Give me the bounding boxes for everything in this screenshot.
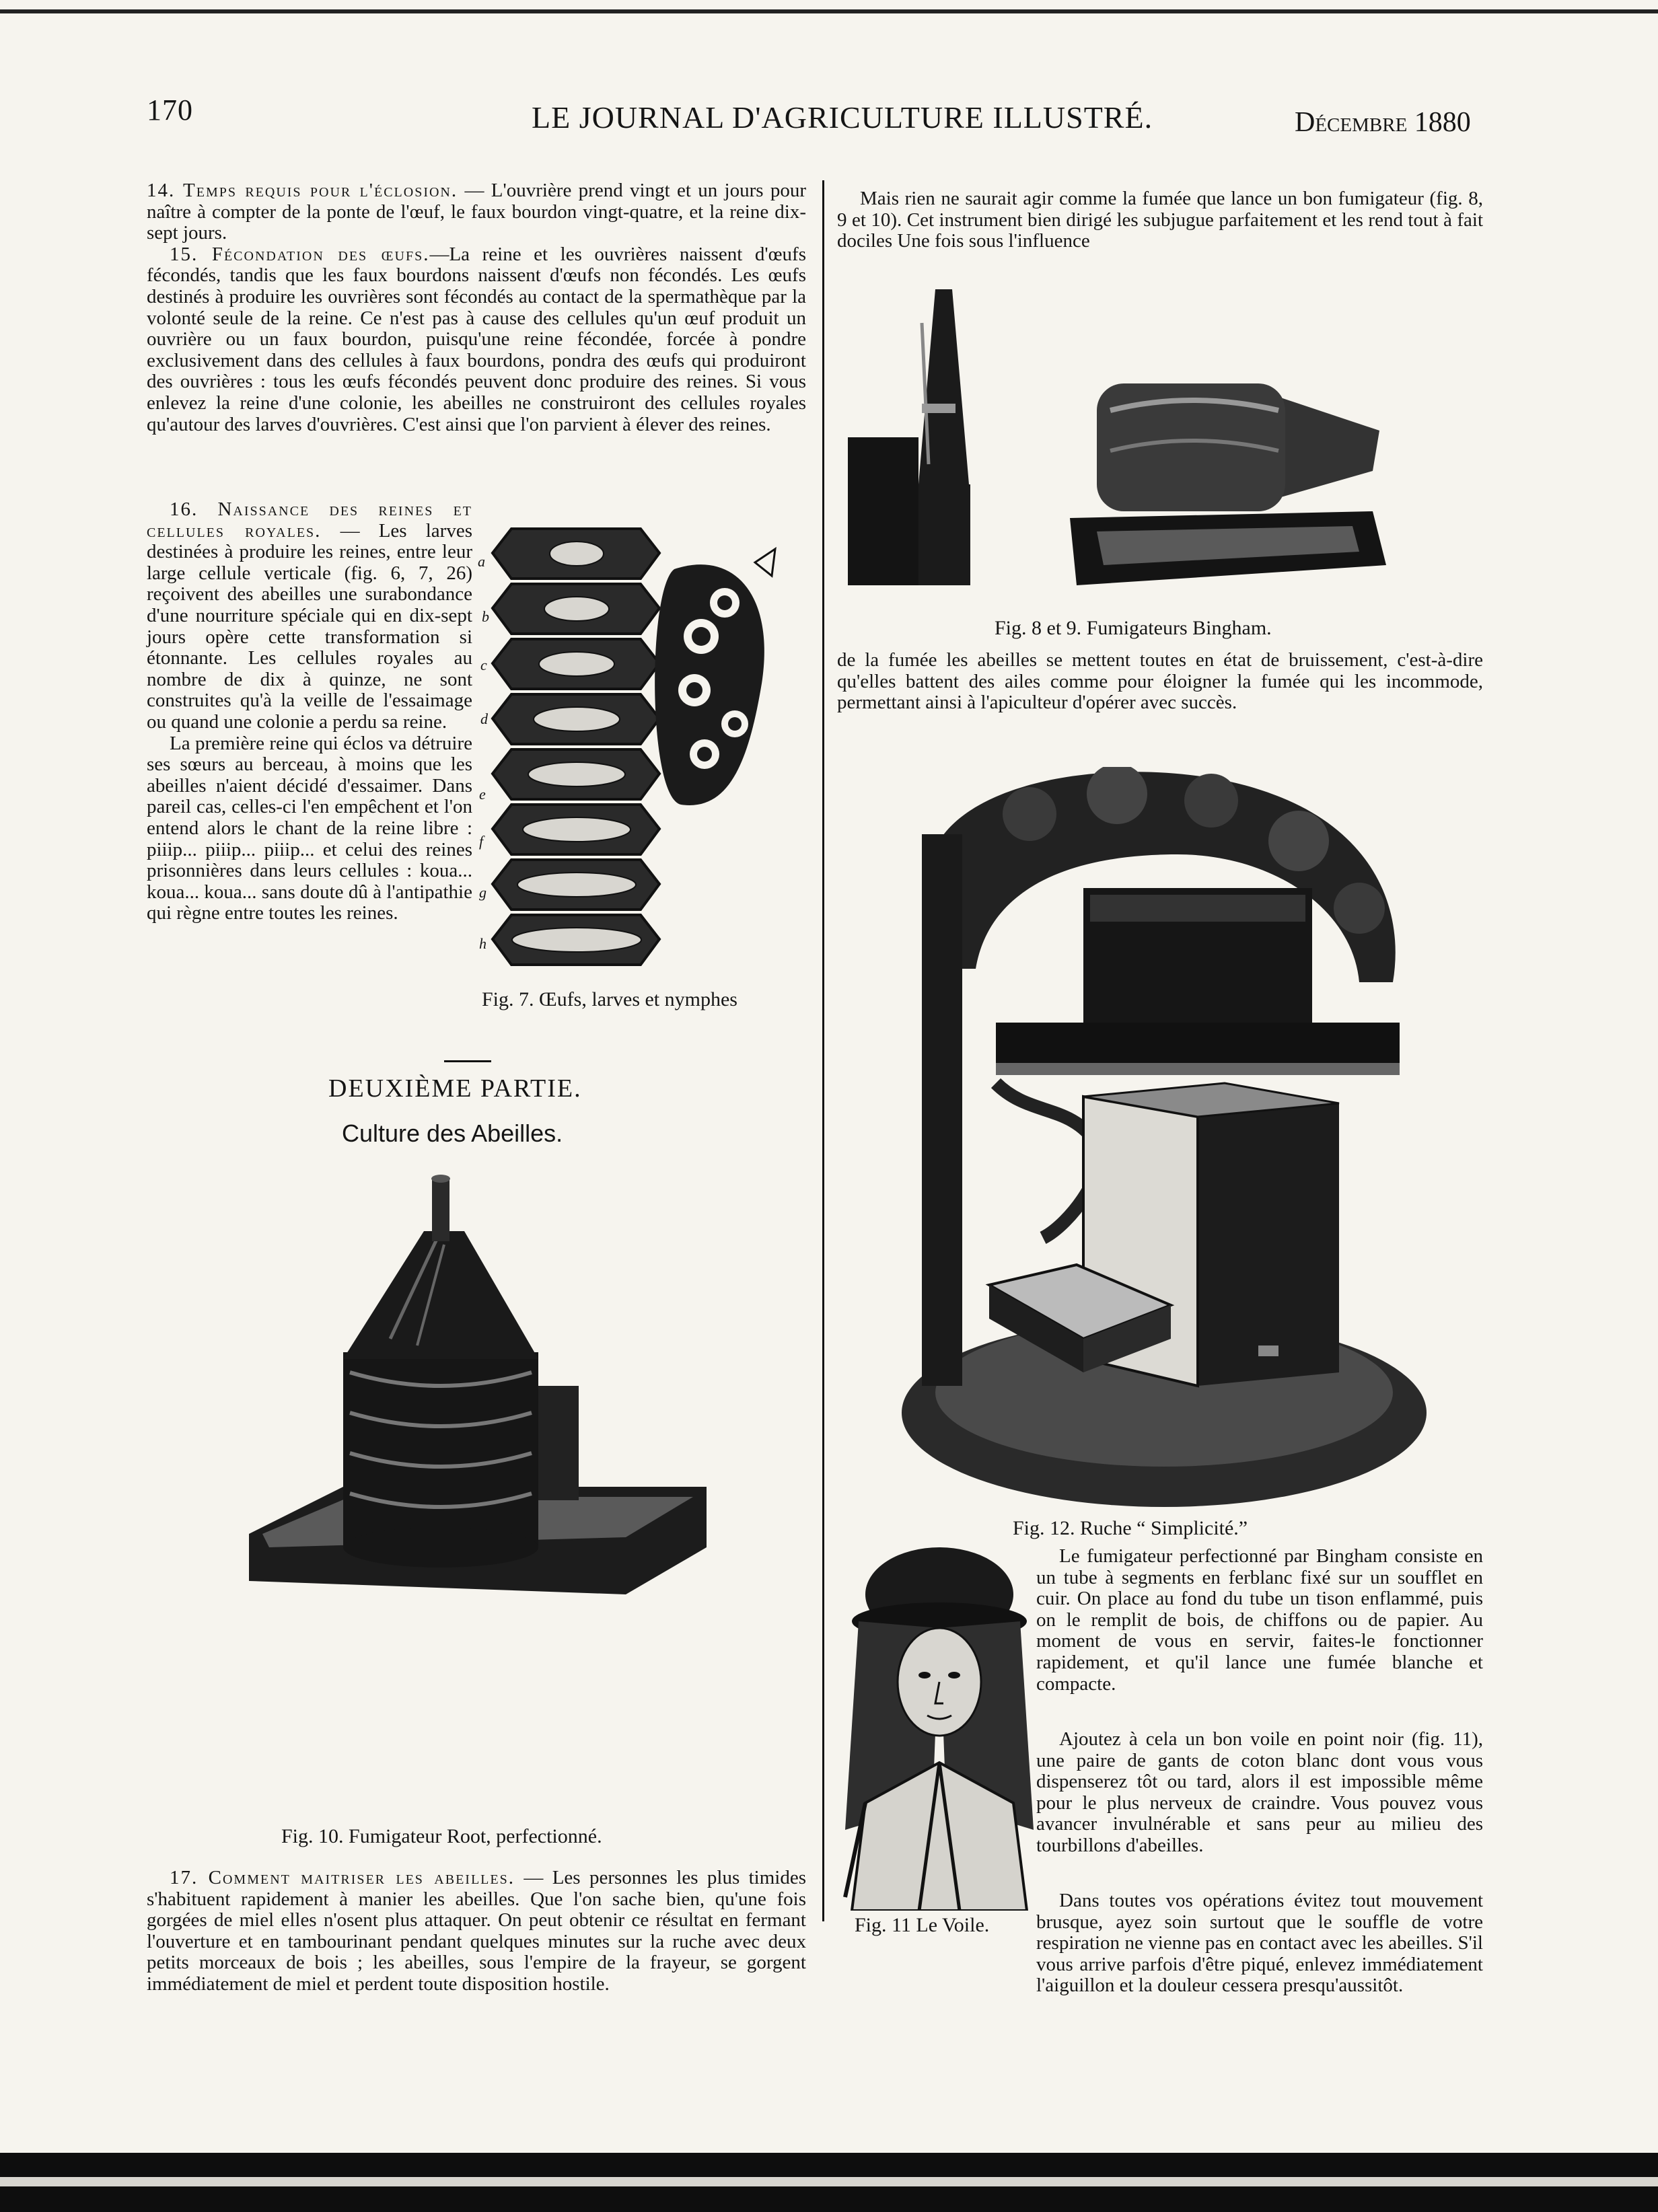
- fig8-9-caption: Fig. 8 et 9. Fumigateurs Bingham.: [995, 617, 1272, 639]
- bottom-band-light-strip: [0, 2177, 1658, 2186]
- bingham-paragraph: Le fumigateur perfectionné par Bingham consiste en un tube à segments en ferblanc fixé sur un soufflet en cuir. On place au fond du tube un tison enflammé, puis on le remplit de bois, de chiffons ou de papier. Au moment de vous en servir, faites-le fonctionner rapidement, et qu'il lance une fumée blanche et compacte.: [1036, 1545, 1483, 1695]
- fig7-letter-c: c: [480, 657, 487, 673]
- fig7-larva: [512, 928, 641, 952]
- paragraph-14-15: [147, 180, 806, 435]
- part-title: DEUXIÈME PARTIE.: [328, 1074, 582, 1103]
- section-17-heading: 17. Comment maitriser les abeilles.: [170, 1867, 515, 1888]
- fig7-letter-h: h: [479, 935, 486, 952]
- fig11-caption: Fig. 11 Le Voile.: [855, 1914, 990, 1936]
- fig10-caption: Fig. 10. Fumigateur Root, perfectionné.: [281, 1825, 602, 1847]
- section-15-text: —La reine et les ouvrières naissent d'œufs fécondés, tandis que les faux bourdons naissent d'œufs non fécondés. Les œufs destinés à produire les ouvrières sont fécondés au contact de la spermathèque par la volonté seule de la reine. Ce n'est pas à cause des cellules qu'un œuf produit un ouvrière ou un faux bourdon, puisqu'une reine fécondée, forcée à pondre exclusivement dans des cellules à faux bourdons, pondra des œufs qui produiront des ouvrières : tous les œufs fécondés peuvent donc produire des reines. Si vous enlevez la reine d'une colonie, les abeilles ne construiront des cellules royales qu'autour des larves d'ouvrières. C'est ainsi que l'on parvient à élever des reines.: [147, 243, 806, 435]
- fig12-caption: Fig. 12. Ruche “ Simplicité.”: [1013, 1517, 1248, 1539]
- fig8-bingham-smoker-illustration: [834, 283, 1009, 599]
- page-number: 170: [147, 94, 193, 126]
- paragraph-17: [147, 1868, 806, 1995]
- fig7-queen-cells-illustration: [479, 522, 802, 986]
- fig7-larva: [550, 542, 604, 566]
- section-15-heading: 15. Fécondation des œufs.: [170, 243, 430, 265]
- fig7-caption: Fig. 7. Œufs, larves et nymphes: [482, 988, 737, 1010]
- column-divider: [822, 180, 824, 1921]
- fig7-letter-f: f: [479, 833, 484, 850]
- fig7-letter-b: b: [482, 608, 489, 625]
- fig11-veil-illustration: [838, 1547, 1040, 1911]
- section-14-heading: 14. Temps requis pour l'éclosion.: [147, 180, 458, 201]
- fig7-letter-a: a: [478, 553, 485, 570]
- section-16-heading: 16. Naissance des reines et cellules royales.: [147, 499, 472, 542]
- fig7-larva: [534, 707, 620, 731]
- fig7-letter-e: e: [479, 786, 486, 803]
- right-intro-paragraph: Mais rien ne saurait agir comme la fumée que lance un bon fumigateur (fig. 8, 9 et 10). Cet instrument bien dirigé les subjugue parfaitement et les rend tout à fait dociles Une fois sous l'influence: [837, 188, 1483, 252]
- section-17-text: — Les personnes les plus timides s'habituent rapidement à manier les abeilles. Que l'on sache bien, qu'une fois gorgées de miel elles n'osent plus attaquer. On peut obtenir ce résultat en fermant l'ouverture et en tambourinant pendant quelques minutes sur la ruche avec deux petits morceaux de bois ; les abeilles, sous l'empire de la frayeur, se gorgent immédiatement de miel et perdent toute disposition hostile.: [147, 1867, 806, 1995]
- part-rule: [444, 1060, 491, 1062]
- fig7-larva: [517, 873, 636, 897]
- issue-date: Décembre 1880: [1295, 107, 1471, 138]
- paragraph-16: [147, 499, 472, 924]
- part-subtitle: Culture des Abeilles.: [342, 1119, 563, 1147]
- fig7-letter-g: g: [479, 884, 486, 901]
- fig7-larva: [523, 817, 630, 842]
- fig9-bingham-smoker-illustration: [1056, 350, 1393, 585]
- section-14-text: — L'ouvrière prend vingt et un jours pour naître à compter de la ponte de l'œuf, le faux bourdon vingt-quatre, et la reine dix-sept jours.: [147, 180, 806, 244]
- fig7-larva: [528, 762, 625, 786]
- veil-paragraph: Ajoutez à cela un bon voile en point noir (fig. 11), une paire de gants de coton blanc dont vous vous dispenserez tôt ou tard, alors il est impossible même pour le plus nerveux de craindre. Vous pouvez vous avancer invulnérable et sans peur au milieu des tourbillons d'abeilles.: [1036, 1728, 1483, 1856]
- movement-paragraph: Dans toutes vos opérations évitez tout mouvement brusque, ayez soin surtout que le souffle de votre respiration ne vienne pas en contact avec les abeilles. S'il vous arrive parfois d'être piqué, enlevez immédiatement l'aiguillon et la douleur cessera presqu'aussitôt.: [1036, 1890, 1483, 1997]
- fig10-root-smoker-illustration: [222, 1171, 727, 1601]
- fig12-simplicity-hive-illustration: [895, 767, 1427, 1514]
- journal-title: LE JOURNAL D'AGRICULTURE ILLUSTRÉ.: [532, 100, 1153, 135]
- smoke-effect-paragraph: de la fumée les abeilles se mettent toutes en état de bruissement, c'est-à-dire qu'elles battent des ailes comme pour éloigner la fumée qui les incommode, permettant ainsi à l'apiculteur d'opérer avec succès.: [837, 649, 1483, 714]
- section-16-text-continued: La première reine qui éclos va détruire ses sœurs au berceau, à moins que les abeilles n'aient décidé d'essaimer. Dans pareil cas, celles-ci l'en empêchent et l'on entend alors le chant de la reine libre : piiip... piiip... piiip... et celui des reines prisonnières dans leurs cellules : koua... koua... koua... sans doute dû à l'antipathie qui règne entre toutes les reines.: [147, 732, 472, 924]
- section-16-text: — Les larves destinées à produire les reines, entre leur large cellule verticale (fig. 6, 7, 26) reçoivent des abeilles une surabondance d'une nourriture spéciale qui en dix-sept jours opère cette transformation si étonnante. Les cellules royales au nombre de dix à quinze, ne sont construites qu'à la veille de l'essaimage ou quand une colonie a perdu sa reine.: [147, 519, 472, 733]
- fig7-letter-d: d: [480, 710, 488, 727]
- top-border-rule: [0, 9, 1658, 13]
- fig7-larva: [544, 597, 609, 621]
- fig7-larva: [539, 652, 614, 676]
